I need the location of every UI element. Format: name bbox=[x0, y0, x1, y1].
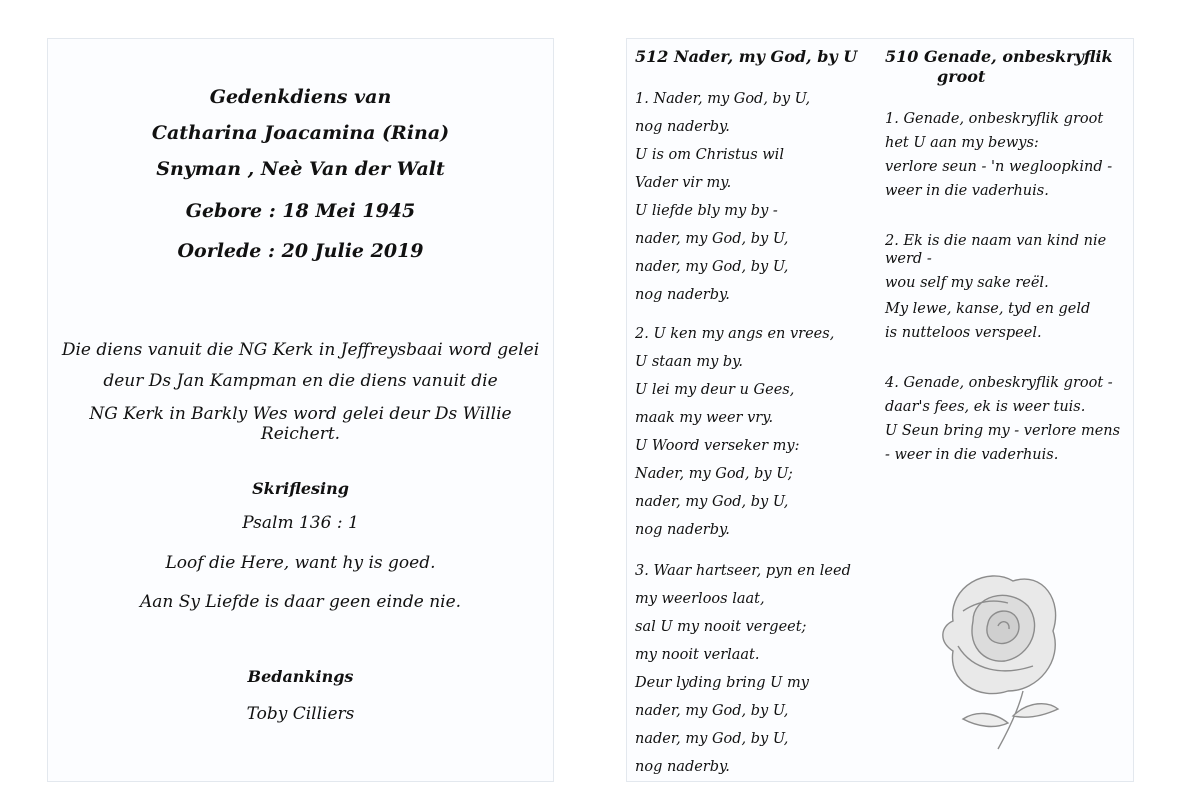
hymn-512-column bbox=[635, 39, 875, 779]
hymn-512-heading: 512 Nader, my God, by U bbox=[635, 47, 858, 66]
hymn-line: daar's fees, ek is weer tuis. bbox=[885, 399, 1086, 415]
hymn-line: 1. Genade, onbeskryflik groot bbox=[885, 111, 1104, 127]
hymn-line: 3. Waar hartseer, pyn en leed bbox=[635, 563, 851, 579]
hymn-line: U staan my by. bbox=[635, 354, 744, 370]
hymn-line: maak my weer vry. bbox=[635, 410, 774, 426]
right-page bbox=[626, 38, 1134, 782]
scripture-reference: Psalm 136 : 1 bbox=[242, 513, 359, 533]
service-line-2: deur Ds Jan Kampman en die diens vanuit die bbox=[103, 371, 498, 391]
death-date: Oorlede : 20 Julie 2019 bbox=[177, 240, 424, 262]
hymn-line: nader, my God, by U, bbox=[635, 703, 789, 719]
hymn-line: Nader, my God, by U; bbox=[635, 466, 793, 482]
hymn-line: my weerloos laat, bbox=[635, 591, 765, 607]
birth-date: Gebore : 18 Mei 1945 bbox=[185, 200, 416, 222]
hymn-line: U Seun bring my - verlore mens bbox=[885, 423, 1121, 439]
hymn-510-heading-cont: groot bbox=[937, 67, 986, 86]
scripture-line-1: Loof die Here, want hy is goed. bbox=[165, 553, 436, 573]
hymn-line: weer in die vaderhuis. bbox=[885, 183, 1049, 199]
hymn-line: nog naderby. bbox=[635, 287, 730, 303]
service-line-3: NG Kerk in Barkly Wes word gelei deur Ds Willie Reichert. bbox=[89, 404, 512, 444]
deceased-name: Catharina Joacamina (Rina) bbox=[151, 122, 450, 144]
deceased-surname: Snyman , Neè Van der Walt bbox=[156, 158, 445, 180]
hymn-line: 1. Nader, my God, by U, bbox=[635, 91, 811, 107]
hymn-line: My lewe, kanse, tyd en geld bbox=[885, 301, 1091, 317]
hymn-line: nader, my God, by U, bbox=[635, 731, 789, 747]
hymn-line: nog naderby. bbox=[635, 522, 730, 538]
hymn-line: sal U my nooit vergeet; bbox=[635, 619, 807, 635]
hymn-line: is nutteloos verspeel. bbox=[885, 325, 1042, 341]
hymn-line: my nooit verlaat. bbox=[635, 647, 760, 663]
hymn-line: 2. Ek is die naam van kind nie bbox=[885, 233, 1107, 249]
hymn-line: nader, my God, by U, bbox=[635, 231, 789, 247]
hymn-line: U liefde bly my by - bbox=[635, 203, 778, 219]
hymn-line: 4. Genade, onbeskryflik groot - bbox=[885, 375, 1113, 391]
scripture-line-2: Aan Sy Liefde is daar geen einde nie. bbox=[139, 592, 462, 612]
hymn-line: nader, my God, by U, bbox=[635, 494, 789, 510]
hymn-line: 2. U ken my angs en vrees, bbox=[635, 326, 835, 342]
hymn-line: nog naderby. bbox=[635, 759, 730, 775]
hymn-line: U lei my deur u Gees, bbox=[635, 382, 795, 398]
hymn-line: Deur lyding bring U my bbox=[635, 675, 809, 691]
hymn-line: het U aan my bewys: bbox=[885, 135, 1039, 151]
scripture-heading: Skriflesing bbox=[252, 479, 349, 498]
hymn-line: - weer in die vaderhuis. bbox=[885, 447, 1059, 463]
hymn-line: U Woord verseker my: bbox=[635, 438, 800, 454]
rose-sketch-icon bbox=[913, 551, 1073, 751]
thanks-name: Toby Cilliers bbox=[246, 704, 355, 724]
hymn-line: verlore seun - 'n wegloopkind - bbox=[885, 159, 1113, 175]
hymn-line: U is om Christus wil bbox=[635, 147, 784, 163]
hymn-line: wou self my sake reël. bbox=[885, 275, 1049, 291]
hymn-line: werd - bbox=[885, 251, 932, 267]
hymn-line: nader, my God, by U, bbox=[635, 259, 789, 275]
hymn-510-heading: 510 Genade, onbeskryflik bbox=[885, 47, 1113, 66]
hymn-line: Vader vir my. bbox=[635, 175, 732, 191]
title-line-1: Gedenkdiens van bbox=[209, 86, 392, 108]
service-line-1: Die diens vanuit die NG Kerk in Jeffreysbaai word gelei bbox=[61, 340, 540, 360]
thanks-heading: Bedankings bbox=[247, 667, 354, 686]
hymn-line: nog naderby. bbox=[635, 119, 730, 135]
left-page bbox=[47, 38, 554, 782]
